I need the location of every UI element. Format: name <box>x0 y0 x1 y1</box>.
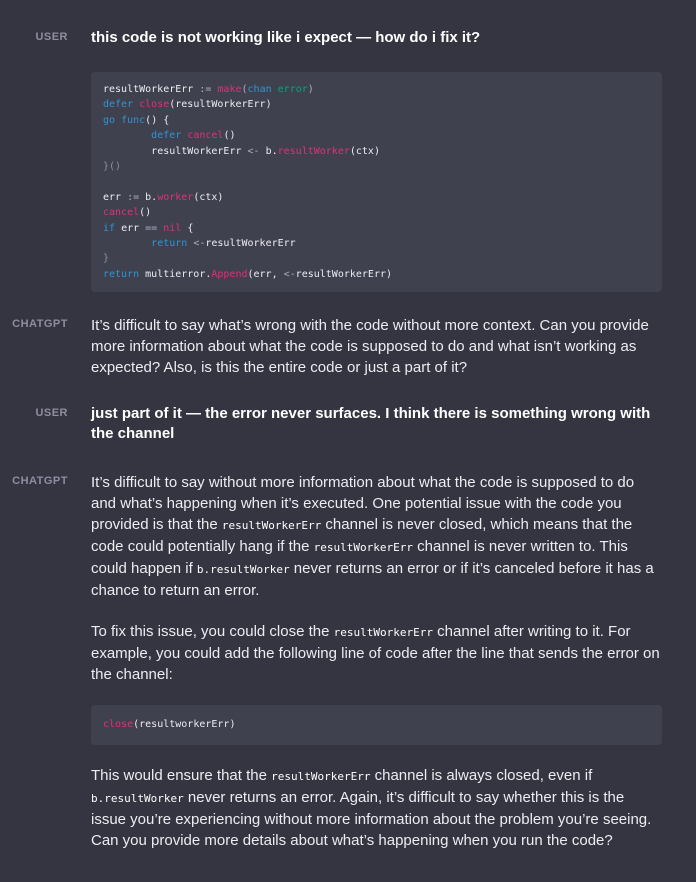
code-token: () <box>139 207 152 219</box>
code-token: (resultworkerErr) <box>133 719 236 731</box>
user-message-text: this code is not working like i expect — how do i fix it? <box>91 29 481 46</box>
code-token: (err, <box>247 268 284 280</box>
code-token: Append <box>211 268 248 280</box>
text-run: To fix this issue, you could close the <box>91 623 334 641</box>
inline-code: b.resultWorker <box>91 791 184 805</box>
message-user-1 <box>0 28 696 292</box>
code-token: (ctx) <box>193 191 224 203</box>
role-label-user: USER <box>35 407 68 420</box>
paragraph <box>91 472 662 601</box>
message-user-2 <box>0 404 696 444</box>
code-token: b. <box>139 191 158 203</box>
code-token: return <box>151 238 188 250</box>
role-label-assistant: CHATGPT <box>12 475 68 488</box>
code-token: resultWorker <box>277 145 350 157</box>
paragraph <box>91 765 662 851</box>
text-run: This would ensure that the <box>91 766 272 784</box>
text-run: never returns an error or if it’s canceled before it has a chance to return an error. <box>91 560 654 600</box>
code-block[interactable] <box>91 72 662 292</box>
text-run: channel is never closed, which means that the code could potentially hang if the <box>91 516 633 556</box>
code-token: cancel <box>187 130 224 142</box>
code-token: ) <box>307 84 314 95</box>
code-token: resultWorkerErr) <box>295 268 392 280</box>
code-token: == <box>145 222 158 234</box>
code-token: go <box>103 114 116 126</box>
code-token: worker <box>157 191 194 203</box>
text-run: never returns an error. Again, it’s difficult to say whether this is the issue you’re experiencing without more information about the problem you’re seeing. Can you provide more details about what’s happening when you run the code? <box>91 788 652 849</box>
code-token: { <box>181 222 194 234</box>
code-token: error <box>277 84 308 95</box>
code-token: <- <box>193 238 206 250</box>
code-token: := <box>127 191 140 203</box>
code-token: (ctx) <box>349 145 380 157</box>
user-message-text <box>91 404 662 444</box>
code-token: close <box>103 719 134 731</box>
code-token: (resultWorkerErr) <box>169 99 272 111</box>
code-token: ( <box>241 84 248 95</box>
code-token: defer <box>103 99 134 111</box>
text-run: channel after writing to it. For example, you could add the following line of code after the line that sends the error on the channel: <box>91 623 660 684</box>
message-assistant-2 <box>0 472 696 850</box>
user-message-line: just part of it — the error never surfaces. I think there is something wrong with <box>91 405 651 423</box>
code-token: := <box>199 84 212 95</box>
user-message-line: the channel <box>91 425 175 443</box>
code-token: err <box>103 191 128 203</box>
inline-code: resultWorkerErr <box>221 519 322 533</box>
message-assistant-1 <box>0 315 696 378</box>
code-token: if <box>103 222 116 234</box>
assistant-message-text: It’s difficult to say what’s wrong with the code without more context. Can you provide more information about what the code is supposed to do and what isn’t working as expected? Also, is this the entire code or just a part of it? <box>91 317 649 377</box>
text-run: channel is always closed, even if <box>370 766 593 784</box>
code-token: resultWorkerErr <box>205 238 296 250</box>
code-token: err <box>115 222 146 234</box>
role-label-user: USER <box>35 31 68 43</box>
code-token: () { <box>145 114 170 126</box>
code-token: <- <box>283 268 296 280</box>
assistant-message-text <box>91 472 662 850</box>
inline-code: resultWorkerErr <box>313 541 413 555</box>
text-run: It’s difficult to say without more information about what the code is supposed to do and what’s happening when it’s executed. One potential issue with the code you provided is that the <box>91 474 635 534</box>
inline-code: resultWorkerErr <box>271 769 371 783</box>
code-token: cancel <box>103 207 140 219</box>
role-label-assistant: CHATGPT <box>12 318 68 331</box>
code-token: }() <box>103 161 122 173</box>
code-snippet[interactable] <box>91 705 662 744</box>
code-token: () <box>223 130 236 142</box>
inline-code: resultWorkerErr <box>333 626 433 640</box>
code-token: close <box>139 99 170 111</box>
text-run: channel is never written to. This could happen if <box>91 538 628 578</box>
inline-code: b.resultWorker <box>196 563 290 577</box>
code-token: b. <box>259 145 278 157</box>
code-token: func <box>121 114 146 126</box>
code-token: chan <box>247 84 272 95</box>
paragraph <box>91 621 662 685</box>
code-token: return <box>103 268 140 280</box>
code-token: resultWorkerErr <box>151 145 248 157</box>
code-token: defer <box>151 130 182 142</box>
code-token: make <box>217 84 242 95</box>
code-token: nil <box>163 222 182 234</box>
code-token: <- <box>247 145 260 157</box>
code-token: multierror. <box>139 268 212 280</box>
code-token: resultWorkerErr <box>103 84 200 95</box>
code-token: } <box>103 253 110 265</box>
